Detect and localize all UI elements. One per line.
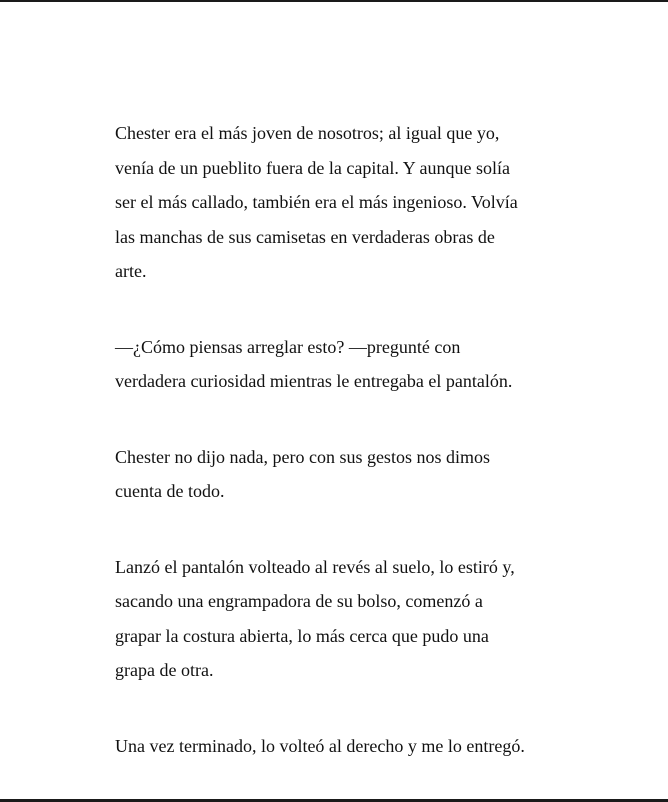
text-line: Una vez terminado, lo volteó al derecho y me lo entregó. xyxy=(115,735,525,756)
text-line: ser el más callado, también era el más ingenioso. Volvía xyxy=(115,192,518,212)
text-line: las manchas de sus camisetas en verdaderas obras de xyxy=(115,226,495,247)
paragraph-2 xyxy=(115,330,585,399)
paragraph-5 xyxy=(115,729,585,764)
paragraph-spacer xyxy=(115,509,585,550)
paragraph-4 xyxy=(115,550,585,688)
text-line: Lanzó el pantalón volteado al revés al suelo, lo estiró y, xyxy=(115,556,515,577)
text-line: Chester era el más joven de nosotros; al igual que yo, xyxy=(115,123,500,143)
text-line: Chester no dijo nada, pero con sus gestos nos dimos xyxy=(115,446,490,467)
text-line: venía de un pueblito fuera de la capital. Y aunque solía xyxy=(115,157,511,178)
paragraph-spacer xyxy=(115,688,585,729)
paragraph-spacer xyxy=(115,399,585,440)
text-line: grapa de otra. xyxy=(115,660,214,680)
paragraph-1 xyxy=(115,116,585,289)
text-line: arte. xyxy=(115,261,147,281)
paragraph-spacer xyxy=(115,289,585,330)
text-line: cuenta de todo. xyxy=(115,481,225,501)
document-page xyxy=(115,116,585,763)
text-line: verdadera curiosidad mientras le entregaba el pantalón. xyxy=(115,371,513,391)
top-border xyxy=(0,0,668,2)
text-line: —¿Cómo piensas arreglar esto? —pregunté con xyxy=(115,336,461,357)
text-line: grapar la costura abierta, lo más cerca que pudo una xyxy=(115,625,489,646)
paragraph-3 xyxy=(115,440,585,509)
text-line: sacando una engrampadora de su bolso, comenzó a xyxy=(115,591,483,611)
